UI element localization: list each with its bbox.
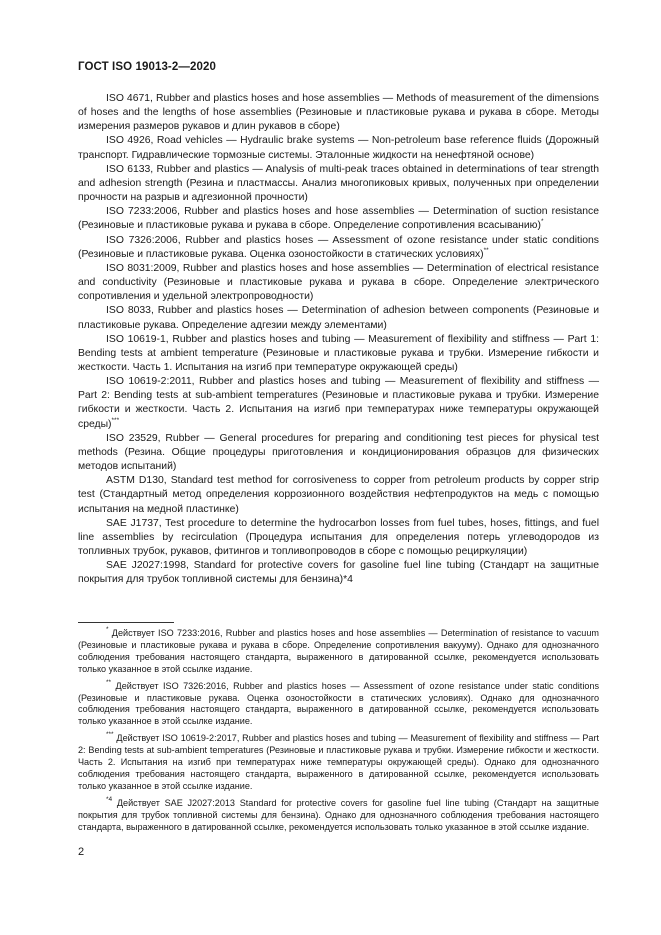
footnote-marker: *** <box>106 731 114 739</box>
footnote-marker: ** <box>106 678 112 686</box>
reference-item: ISO 8031:2009, Rubber and plastics hoses and hose assemblies — Determination of electrical resistance and conductivity (Резиновые и пластиковые рукава и рукава в сборе. Определение электрического сопротивления и удельной электропроводности) <box>78 262 599 303</box>
page-number: 2 <box>78 846 85 858</box>
reference-item: ASTM D130, Standard test method for corrosiveness to copper from petroleum products by copper strip test (Стандартный метод определения коррозионного воздействия нефтепродуктов на медь с помощью испытания на медной пластинке) <box>78 475 599 515</box>
footnote-marker: *4 <box>106 795 113 803</box>
reference-item: ISO 23529, Rubber — General procedures for preparing and conditioning test pieces for physical test methods (Резина. Общие процедуры приготовления и кондиционирования образцов для физических методов испытаний) <box>78 432 599 473</box>
footnote-marker: *4 <box>343 574 353 586</box>
footnote-divider <box>78 622 174 623</box>
reference-item: ISO 4926, Road vehicles — Hydraulic brake systems — Non-petroleum base reference fluids (Дорожный транспорт. Гидравлические тормозные системы. Эталонные жидкости на ненефтяной основе) <box>78 135 599 161</box>
footnote-marker: ** <box>483 246 489 254</box>
reference-item: ISO 6133, Rubber and plastics — Analysis of multi-peak traces obtained in determinations of tear strength and adhesion strength (Резина и пластмассы. Анализ многопиковых кривых, полученных при определении прочности на разрыв и адгезионной прочности) <box>78 163 599 204</box>
reference-item: SAE J1737, Test procedure to determine the hydrocarbon losses from fuel tubes, hoses, fittings, and fuel line assemblies by recirculation (Процедура испытания для определения потерь углеводородов из топливных трубок, рукавов, фитингов и топливопроводов в сборе с помощью рециркуляции) <box>78 517 599 557</box>
reference-item: ISO 10619-1, Rubber and plastics hoses and tubing — Measurement of flexibility and stiffness — Part 1: Bending tests at ambient temperature (Резиновые и пластиковые рукава и трубки. Измерение гибкости и жесткости. Часть 1. Испытания на изгиб при температуре окружающей среды) <box>78 333 599 373</box>
footnote-marker: * <box>540 218 544 226</box>
footnote: $^{*4}$ Действует SAE J2027:2013 Standard for protective covers for gasoline fuel line tubing (Стандарт на защитные покрытия для трубок топливной системы для бензина). Однако для однозначного соблюдения требования настоящего стандарта, выраженного в датированной ссылке, рекомендуется использовать только указанное в этой ссылке издание. <box>78 795 599 832</box>
reference-item: ISO 7326:2006, Rubber and plastics hoses — Assessment of ozone resistance under static conditions (Резиновые и пластиковые рукава. Оценка озоностойкости в статических условиях)** <box>78 234 599 260</box>
footnote: ** Действует ISO 7326:2016, Rubber and plastics hoses — Assessment of ozone resistance under static conditions (Резиновые и пластиковые рукава. Оценка озоностойкости в статических условиях). Однако для однозначного соблюдения требования настоящего стандарта, выраженного в датированной ссылке, рекомендуется использовать только указанное в этой ссылке издание. <box>78 678 600 727</box>
footnote: * Действует ISO 7233:2016, Rubber and plastics hoses and hose assemblies — Determination of resistance to vacuum (Резиновые и пластиковые рукава и рукава в сборе. Определение сопротивления вакууму). Однако для однозначного соблюдения требования настоящего стандарта, выраженного в датированной ссылке, рекомендуется использовать только указанное в этой ссылке издание. <box>78 626 599 674</box>
document-header: ГОСТ ISO 19013-2—2020 <box>78 61 216 73</box>
reference-item: ISO 10619-2:2011, Rubber and plastics hoses and tubing — Measurement of flexibility and stiffness — Part 2: Bending tests at sub-ambient temperatures (Резиновые и пластиковые рукава и трубки. Измерение гибкости и жесткости. Часть 2. Испытания на изгиб при температурах ниже температуры окружающей среды)*** <box>78 376 599 430</box>
footnotes <box>78 628 599 839</box>
reference-item: SAE J2027:1998, Standard for protective covers for gasoline fuel line tubing (Стандарт на защитные покрытия для трубок топливной системы для бензина)*4 <box>78 560 599 586</box>
reference-item: ISO 4671, Rubber and plastics hoses and hose assemblies — Methods of measurement of the dimensions of hoses and the lengths of hose assemblies (Резиновые и пластиковые рукава и рукава в сборе. Методы измерения размеров рукавов и длин рукавов в сборе) <box>78 93 599 133</box>
footnote-marker: * <box>106 626 109 633</box>
footnote: *** Действует ISO 10619-2:2017, Rubber and plastics hoses and tubing — Measurement of flexibility and stiffness — Part 2: Bending tests at sub-ambient temperatures (Резиновые и пластиковые рукава и трубки. Измерение гибкости и жесткости. Часть 2. Испытания на изгиб при температурах ниже температуры окружающей среды). Однако для однозначного соблюдения требования настоящего стандарта, выраженного в датированной ссылке, рекомендуется использовать только указанное в этой ссылке издание. <box>78 731 599 791</box>
reference-item: ISO 8033, Rubber and plastics hoses — Determination of adhesion between components (Резиновые и пластиковые рукава. Определение адгезии между элементами) <box>78 305 599 331</box>
reference-list <box>78 92 599 587</box>
reference-item: ISO 7233:2006, Rubber and plastics hoses and hose assemblies — Determination of suction resistance (Резиновые и пластиковые рукава и рукава в сборе. Определение сопротивления всасыванию)* <box>78 206 599 232</box>
footnote-marker: *** <box>111 416 120 424</box>
